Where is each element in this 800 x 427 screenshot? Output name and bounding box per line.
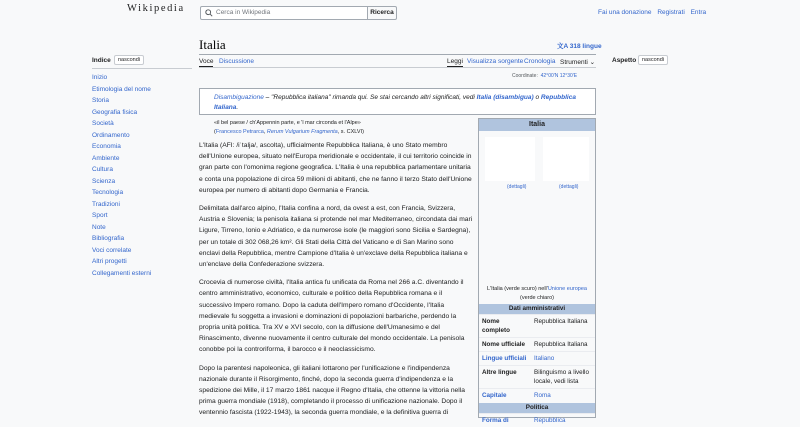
infobox-value: Repubblica Italiana xyxy=(534,341,588,348)
toc-item[interactable]: Ordinamento xyxy=(92,131,130,139)
infobox-title: Italia xyxy=(479,119,595,131)
toc-item[interactable]: Etimologia del nome xyxy=(92,85,151,93)
appearance-panel xyxy=(612,57,665,64)
toc-item[interactable]: Collegamenti esterni xyxy=(92,269,152,277)
italia-disambigua-link[interactable]: Italia (disambigua) xyxy=(476,94,534,101)
infobox-section-politica: Politica xyxy=(479,403,595,413)
quote-attribution: (Francesco Petrarca, Rerum Vulgarium Fragmenta, s. CXLVI) xyxy=(214,129,364,135)
toc-item[interactable]: Cultura xyxy=(92,166,113,173)
toc-title-text: Indice xyxy=(92,57,111,64)
repubblica-italiana-link[interactable]: Repubblica Italiana xyxy=(214,94,576,111)
article-paragraph: Delimitata dall'arco alpino, l'Italia confina a nord, da ovest a est, con Francia, Svizzera, Austria e Slovenia; la penisola italiana si protende nel mar Mediterraneo, circondata dai mari Ligure, Tirreno, Ionio e Adriatico, e da numerose isole (le maggiori sono Sicilia e Sardegna), per un totale di 302 068,26 km². Gli Stati della Città del Vaticano e di San Marino sono enclavi della Repubblica, mentre Campione d'Italia è un'exclave della Repubblica italiana e un'enclave della Confederazione svizzera. xyxy=(199,205,473,269)
infobox-value xyxy=(531,389,595,402)
search-icon xyxy=(205,9,213,17)
toc-hide-button[interactable]: nascondi xyxy=(114,55,144,65)
search-button[interactable]: Ricerca xyxy=(367,6,397,20)
coordinates xyxy=(512,73,577,79)
user-links xyxy=(598,9,710,16)
flag-and-emblem xyxy=(479,131,595,189)
quote-text: «il bel paese / ch'Appennin parte, e 'l mar circonda et l'Alpe» xyxy=(214,120,361,126)
login-link[interactable]: Entra xyxy=(690,9,707,16)
tab-cronologia[interactable]: Cronologia xyxy=(524,58,556,65)
search-placeholder: Cerca in Wikipedia xyxy=(216,9,271,16)
infobox-label: Nome completo xyxy=(482,318,510,334)
location-map[interactable] xyxy=(479,189,595,285)
infobox xyxy=(478,118,596,424)
hatnote-text: – "Repubblica italiana" rimanda qui. Se stai cercando altri significati, vedi xyxy=(263,94,477,101)
hatnote-text-3: . xyxy=(236,104,239,111)
caption-eu-link[interactable]: Unione europea xyxy=(547,286,587,292)
disambiguation-link[interactable]: Disambiguazione xyxy=(214,94,264,101)
tools-label: Strumenti xyxy=(560,59,588,66)
infobox-value-link[interactable]: Repubblica xyxy=(534,417,566,424)
disambiguation-notice xyxy=(199,88,596,115)
epigraph-quote xyxy=(214,119,474,137)
infobox-value[interactable]: Bilinguismo a livello locale, vedi lista xyxy=(534,369,589,385)
article-body xyxy=(199,140,474,426)
caption-text: L'Italia (verde scuro) nell' xyxy=(487,286,548,292)
infobox-label-link[interactable]: Capitale xyxy=(482,392,507,399)
tabs-divider xyxy=(199,67,596,68)
article-paragraph: L'Italia (AFI: /iˈtalja/, ascolta), ufficialmente Repubblica Italiana, è uno Stato membro dell'Unione europea, situato nell'Europa meridionale e occidentale, il cui territorio coincide in gran parte con l'omonima regione geografica. L'Italia è una repubblica parlamentare unitaria e conta una popolazione di circa 59 milioni di abitanti, che ne fanno il terzo Stato dell'Unione europea per numero di abitanti dopo Germania e Francia. xyxy=(199,142,472,194)
hatnote-text-2: o xyxy=(533,94,541,101)
toc-list xyxy=(92,74,192,281)
translate-icon: 文A xyxy=(557,43,570,50)
toc-item[interactable]: Altri progetti xyxy=(92,258,127,265)
infobox-row xyxy=(479,351,595,365)
toc-item[interactable]: Note xyxy=(92,223,106,231)
infobox-label: Altre lingue xyxy=(482,369,517,376)
toc-item[interactable]: Economia xyxy=(92,143,121,150)
infobox-label-link[interactable]: Lingue ufficiali xyxy=(482,355,527,362)
quote-work-link[interactable]: Rerum Vulgarium Fragmenta xyxy=(266,129,338,135)
map-caption xyxy=(479,285,595,303)
appearance-title xyxy=(612,57,665,64)
infobox-value: Repubblica Italiana xyxy=(534,318,588,325)
flag-details-link[interactable]: (dettagli) xyxy=(507,184,527,190)
quote-author-link[interactable]: Francesco Petrarca xyxy=(215,129,264,135)
quote-ref: , s. CXLVI) xyxy=(337,129,364,135)
infobox-row xyxy=(479,337,595,351)
toc-item[interactable]: Storia xyxy=(92,97,109,104)
coords-link[interactable]: 42°00′N 12°30′E xyxy=(540,73,578,79)
article-paragraph: Crocevia di numerose civiltà, l'Italia antica fu unificata da Roma nel 266 a.C. diventando il centro amministrativo, economico, culturale e politico della Repubblica romana e il successivo Impero romano. Dopo la caduta dell'Impero romano d'Occidente, l'Italia medievale fu soggetta a invasioni e dominazioni di popolazioni barbariche, perdendo la propria unità politica. Tra XV e XVI secolo, con la diffusione dell'Umanesimo e del Rinascimento, divenne nuovamente il centro culturale del mondo occidentale. La penisola conobbe poi la controriforma, il barocco e il neoclassicismo. xyxy=(199,279,465,354)
donate-link[interactable]: Fai una donazione xyxy=(598,9,652,16)
emblem-details-link[interactable]: (dettagli) xyxy=(559,184,579,190)
roma-link[interactable]: Roma xyxy=(534,392,551,399)
chevron-down-icon: ⌄ xyxy=(589,59,596,66)
toc-item[interactable]: Tradizioni xyxy=(92,200,120,208)
language-count: 318 lingue xyxy=(569,43,602,50)
toc-item[interactable]: Scienza xyxy=(92,177,116,185)
toc-item[interactable]: Inizio xyxy=(92,74,108,81)
infobox-row xyxy=(479,314,595,337)
appearance-hide-button[interactable]: nascondi xyxy=(638,55,668,65)
toc-item[interactable]: Società xyxy=(92,120,114,127)
search-form xyxy=(200,6,396,20)
infobox-label-link[interactable]: Forma di xyxy=(482,417,509,424)
caption-text-2: (verde chiaro) xyxy=(520,295,554,301)
infobox-section-admin: Dati amministrativi xyxy=(479,304,595,314)
tab-discussione[interactable]: Discussione xyxy=(219,58,255,65)
register-link[interactable]: Registrati xyxy=(657,9,685,16)
toc-item[interactable]: Tecnologia xyxy=(92,189,124,196)
toc-item[interactable]: Voci correlate xyxy=(92,246,132,254)
coords-label: Coordinate: xyxy=(512,73,538,79)
appearance-title-text: Aspetto xyxy=(612,57,637,64)
tools-dropdown[interactable] xyxy=(560,58,595,67)
infobox-row xyxy=(479,388,595,402)
search-input[interactable] xyxy=(200,6,368,20)
table-of-contents xyxy=(92,57,192,281)
toc-item[interactable]: Sport xyxy=(92,212,108,219)
infobox-value-link[interactable]: Italiano xyxy=(534,355,555,362)
flag-image[interactable] xyxy=(485,137,535,181)
toc-item[interactable]: Bibliografia xyxy=(92,235,125,242)
toc-item[interactable]: Geografia fisica xyxy=(92,108,138,116)
article-paragraph: Dopo la parentesi napoleonica, gli italiani lottarono per l'unificazione e l'indipendenza nazionale durante il Risorgimento, finché, dopo la seconda guerra d'indipendenza e la spedizione dei Mille, il 17 marzo 1861 nacque il Regno d'Italia, che ottenne la vittoria nella prima guerra mondiale (1918), completando il processo di unificazione nazionale. Dopo il ventennio fascista (1922-1943), la seconda guerra mondiale, e la definitiva guerra di xyxy=(199,364,465,417)
tab-visualizza-sorgente[interactable]: Visualizza sorgente xyxy=(467,58,524,65)
tab-voce[interactable]: Voce xyxy=(199,58,214,65)
tab-leggi[interactable]: Leggi xyxy=(447,58,463,65)
infobox-label: Nome ufficiale xyxy=(482,341,526,348)
site-header xyxy=(0,0,800,28)
toc-item[interactable]: Ambiente xyxy=(92,154,120,162)
infobox-row xyxy=(479,365,595,388)
toc-divider xyxy=(92,68,192,69)
language-button[interactable] xyxy=(557,41,602,50)
wikipedia-logo[interactable]: Wikipedia xyxy=(127,3,185,14)
toc-title xyxy=(92,57,192,66)
infobox-row xyxy=(479,413,595,427)
emblem-image[interactable] xyxy=(543,137,589,181)
title-divider xyxy=(199,54,596,55)
page-title: Italia xyxy=(199,37,226,52)
